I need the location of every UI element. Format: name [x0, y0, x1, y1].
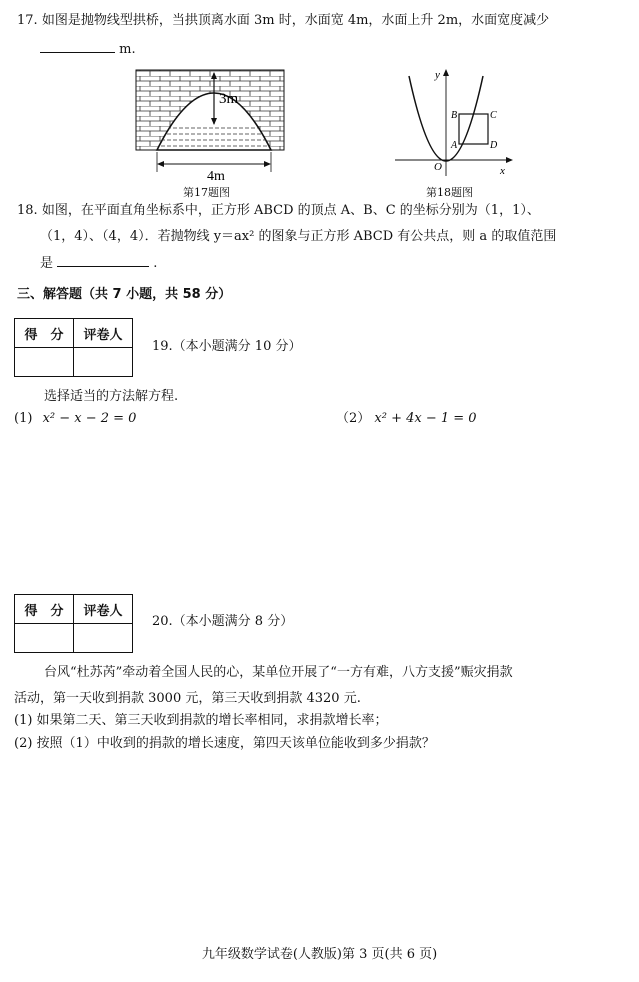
q19-score-cell[interactable] [15, 348, 74, 377]
q20-score-box [14, 594, 133, 653]
q20-line2: 活动，第一天收到捐款 3000 元，第三天收到捐款 4320 元. [14, 691, 361, 706]
page-footer: 九年级数学试卷(人教版)第 3 页(共 6 页) [201, 947, 438, 962]
q19-grader-cell[interactable] [74, 348, 133, 377]
q18-line1: 如图，在平面直角坐标系中，正方形 ABCD 的顶点 A、B、C 的坐标分别为（1，1）、 [41, 203, 540, 218]
section3-title: 三、解答题（共 7 小题，共 58 分） [17, 287, 232, 302]
q17-unit: m. [119, 42, 136, 57]
q20-heading: 20.（本小题满分 8 分） [152, 614, 294, 629]
q20-score-cell[interactable] [15, 624, 74, 653]
q17-caption: 第17题图 [183, 186, 230, 199]
q17-answer-line [40, 40, 136, 59]
q18-line2: （1，4）、（4，4）．若抛物线 y＝ax² 的图象与正方形 ABCD 有公共点，则 a 的取值范围 [40, 229, 557, 244]
square-abcd [459, 114, 488, 144]
q19-part1-label: (1) [14, 411, 33, 426]
q18-caption: 第18题图 [426, 186, 473, 199]
q18-figure [393, 66, 518, 178]
q17-width-label: 4m [207, 169, 225, 184]
q20-line1: 台风“杜苏芮”牵动着全国人民的心，某单位开展了“一方有难，八方支援”赈灾捐款 [44, 665, 513, 680]
point-d-label: D [490, 140, 498, 151]
q19-part2 [336, 410, 477, 428]
q19-part2-label: （2） [336, 411, 371, 426]
point-a-label: A [451, 140, 458, 151]
q17-answer-blank[interactable] [40, 40, 115, 53]
q17-height-label: 3m [219, 91, 239, 107]
q17-text: 如图是抛物线型拱桥，当拱顶离水面 3m 时，水面宽 4m，水面上升 2m，水面宽度减少 [41, 13, 550, 28]
q18-line3-suffix: . [153, 256, 158, 271]
axis-x-label: x [500, 165, 505, 177]
q19-part1-equation: x² − x − 2 = 0 [42, 411, 137, 426]
point-c-label: C [490, 110, 497, 121]
q17-number: 17. [17, 13, 38, 28]
q18-text-line3 [40, 254, 157, 273]
q18-answer-blank[interactable] [57, 254, 149, 267]
axis-y-label: y [435, 69, 440, 81]
q20-grader-label: 评卷人 [74, 595, 133, 624]
q20-grader-cell[interactable] [74, 624, 133, 653]
q20-score-label: 得 分 [15, 595, 74, 624]
q19-score-box [14, 318, 133, 377]
q17-figure [135, 66, 285, 184]
q17-text-line1 [17, 12, 549, 30]
q20-sub2: (2) 按照（1）中收到的捐款的增长速度，第四天该单位能收到多少捐款？ [14, 736, 435, 751]
origin-label: O [434, 161, 442, 173]
q19-part1 [14, 410, 136, 428]
q19-heading: 19.（本小题满分 10 分） [152, 339, 302, 354]
point-b-label: B [451, 110, 458, 121]
q18-number: 18. [17, 203, 38, 218]
q19-intro: 选择适当的方法解方程. [44, 389, 179, 404]
q19-part2-equation: x² + 4x − 1 = 0 [374, 411, 477, 426]
q20-sub1: (1) 如果第二天、第三天收到捐款的增长率相同，求捐款增长率； [14, 713, 388, 728]
q18-text-line1 [17, 202, 540, 220]
q19-grader-label: 评卷人 [74, 319, 133, 348]
q18-line3-prefix: 是 [40, 256, 54, 271]
q19-score-label: 得 分 [15, 319, 74, 348]
